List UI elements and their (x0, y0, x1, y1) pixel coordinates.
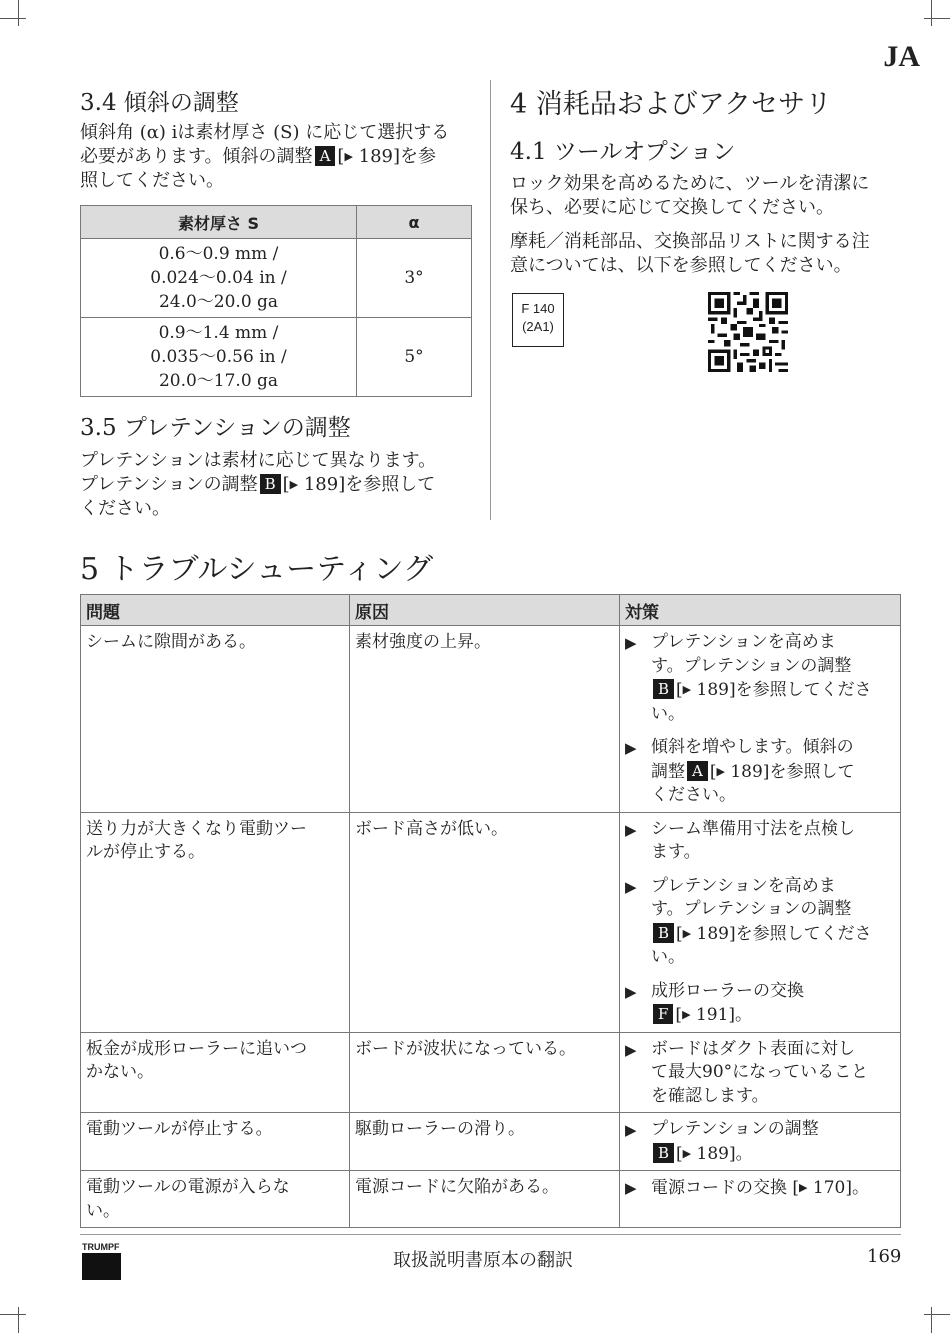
col-header-action: 対策 (620, 595, 901, 626)
action-text (651, 736, 854, 808)
text-line: プレテンションは素材に応じて異なります。 (80, 450, 437, 471)
ref-text: 189]を参照して (303, 474, 436, 495)
action-cell (620, 812, 901, 1032)
action-item (625, 1118, 895, 1166)
text-line: ます。 (651, 842, 701, 862)
ref-text: 189]を参照してくださ (696, 923, 872, 944)
crop-mark (0, 18, 26, 19)
arrow-right-icon: ▶ (344, 150, 353, 163)
section-4-1-heading: 4.1 ツールオプション (510, 139, 736, 165)
text-line: す。プレテンションの調整 (651, 899, 852, 919)
text-line: ボードはダクト表面に対し (651, 1038, 855, 1059)
section-3-4-heading: 3.4 傾斜の調整 (80, 90, 239, 116)
table-header-row (81, 206, 472, 239)
text-line (651, 1003, 804, 1028)
cell-line: 0.024～0.04 in / (150, 268, 287, 288)
ref-text: 170]。 (812, 1178, 870, 1198)
table-row (81, 626, 901, 813)
table-row (81, 318, 472, 397)
bullet-arrow-icon: ▶ (625, 634, 637, 652)
arrow-right-icon: ▶ (716, 764, 725, 778)
cell-line: 0.9～1.4 mm / (158, 323, 279, 343)
section-4-heading: 4 消耗品およびアクセサリ (510, 89, 832, 120)
ref-text: 189]を参照して (730, 761, 855, 782)
col-header-problem: 問題 (81, 595, 350, 626)
action-cell (620, 1113, 901, 1171)
crop-mark (924, 18, 950, 19)
bullet-arrow-icon: ▶ (625, 982, 637, 1001)
action-cell (620, 1032, 901, 1113)
bullet-arrow-icon: ▶ (625, 820, 637, 839)
text-line (651, 760, 854, 785)
text-fragment: 必要があります。傾斜の調整 (80, 146, 313, 167)
section-3-5-heading: 3.5 プレテンションの調整 (80, 415, 351, 441)
cross-ref-link[interactable]: [▶ 189]を参照して (282, 474, 436, 495)
action-item (625, 980, 895, 1028)
text-line: ください。 (80, 498, 170, 519)
col-header-thickness: 素材厚さ S (81, 206, 357, 239)
action-item (625, 631, 895, 726)
cell-line: 24.0～20.0 ga (158, 292, 279, 312)
action-cell (620, 626, 901, 813)
crop-mark (18, 0, 19, 26)
cause-cell: 電源コードに欠陥がある。 (350, 1171, 620, 1228)
cross-ref-link[interactable]: [▶ 189]。 (676, 1143, 753, 1164)
crop-mark (18, 1307, 19, 1333)
part-number: F 140 (521, 301, 555, 316)
action-text (651, 980, 804, 1028)
text-line: い。 (651, 703, 685, 724)
text-line: て最大90°になっていること (651, 1062, 869, 1082)
text-line (651, 678, 872, 703)
cause-cell: ボード高さが低い。 (350, 812, 620, 1032)
text-line: 電動ツールの電源が入らな (86, 1177, 290, 1197)
text-line: かない。 (86, 1062, 154, 1082)
page-number: 169 (867, 1246, 902, 1267)
figure-badge-b: B (653, 1143, 674, 1163)
figure-badge-a: A (687, 761, 708, 781)
action-item (625, 736, 895, 808)
text-line: ルが停止する。 (86, 842, 205, 862)
bullet-arrow-icon: ▶ (625, 877, 637, 896)
crop-mark (931, 1307, 932, 1333)
text-line (651, 1142, 819, 1167)
thickness-cell (81, 318, 357, 397)
table-row (81, 1171, 901, 1228)
text-line: 傾斜を増やします。傾斜の (651, 737, 854, 757)
action-text (651, 875, 872, 970)
crop-mark (931, 0, 932, 26)
text-line: 照してください。 (80, 170, 224, 191)
text-line (651, 922, 872, 947)
part-reference-box (512, 293, 564, 347)
text-line (80, 473, 436, 497)
ref-text: 189]を参照してくださ (696, 680, 872, 700)
text-line: い。 (86, 1200, 120, 1221)
brand-logo-icon (82, 1253, 121, 1280)
cross-ref-link[interactable]: [▶ 191]。 (675, 1005, 753, 1025)
text-line: 成形ローラーの交換 (651, 980, 804, 1001)
cross-ref-link[interactable] (799, 1178, 869, 1198)
column-divider (490, 80, 491, 520)
thickness-angle-table (80, 205, 472, 397)
action-item (625, 1038, 895, 1109)
text-line (651, 1176, 869, 1201)
section-4-1-note (510, 230, 870, 278)
footer-divider (80, 1234, 901, 1235)
table-row (81, 812, 901, 1032)
ref-text: 189]。 (696, 1143, 753, 1164)
language-code: JA (883, 40, 920, 73)
arrow-right-icon: ▶ (682, 1146, 692, 1160)
part-code: (2A1) (522, 319, 554, 334)
text-line: 保ち、必要に応じて交換してください。 (510, 197, 834, 218)
crop-mark (924, 1314, 950, 1315)
arrow-right-icon: ▶ (682, 683, 692, 696)
brand-logo-text: TRUMPF (82, 1242, 120, 1252)
table-header-row (81, 595, 901, 626)
figure-badge-b: B (260, 474, 281, 494)
text-line: を確認します。 (651, 1085, 769, 1106)
figure-badge-f: F (653, 1004, 673, 1024)
thickness-cell (81, 239, 357, 318)
cross-ref-link[interactable]: [▶ 189]を参 (337, 146, 437, 167)
text-line: い。 (651, 947, 685, 967)
cause-cell: 素材強度の上昇。 (350, 626, 620, 813)
figure-badge-b: B (653, 923, 674, 943)
section-4-1-text (510, 172, 869, 220)
text-line: シーム準備用寸法を点検し (651, 818, 855, 839)
text-fragment: プレテンションの調整 (80, 474, 258, 495)
action-text (651, 631, 872, 726)
cell-line: 0.035～0.56 in / (150, 347, 287, 367)
col-header-cause: 原因 (350, 595, 620, 626)
table-row (81, 1113, 901, 1171)
alpha-cell: 3° (357, 239, 472, 318)
action-text (651, 1038, 868, 1109)
action-text (651, 818, 855, 865)
table-row (81, 1032, 901, 1113)
text-fragment: 調整 (651, 761, 685, 782)
text-line: 板金が成形ローラーに追いつ (86, 1038, 307, 1059)
arrow-right-icon: ▶ (682, 926, 692, 940)
action-item (625, 818, 895, 865)
cell-line: 0.6～0.9 mm / (158, 244, 279, 264)
arrow-right-icon: ▶ (289, 478, 299, 491)
bullet-arrow-icon: ▶ (625, 1179, 637, 1197)
text-line: プレテンションを高めま (651, 875, 836, 896)
section-5-heading: 5 トラブルシューティング (80, 552, 434, 587)
crop-mark (0, 1314, 26, 1315)
figure-badge-b: B (653, 679, 674, 699)
text-line: 意については、以下を参照してください。 (510, 255, 852, 276)
alpha-cell: 5° (357, 318, 472, 397)
cross-ref-link[interactable]: [▶ 189]を参照して (709, 761, 855, 782)
bullet-arrow-icon: ▶ (625, 1040, 637, 1059)
problem-cell (81, 1171, 350, 1228)
action-cell (620, 1171, 901, 1228)
cross-ref-link[interactable]: [▶ 189]を参照してくださ (676, 680, 872, 700)
cause-cell: 駆動ローラーの滑り。 (350, 1113, 620, 1171)
section-3-4-text (80, 121, 449, 193)
text-line: ください。 (651, 785, 736, 805)
bullet-arrow-icon: ▶ (625, 739, 637, 757)
bullet-arrow-icon: ▶ (625, 1121, 637, 1139)
text-line (80, 145, 449, 169)
section-3-5-text (80, 449, 436, 521)
action-text (651, 1118, 819, 1166)
action-item (625, 875, 895, 970)
text-fragment: 電源コードの交換 [ (651, 1178, 800, 1198)
troubleshooting-table (80, 594, 901, 1228)
text-line: プレテンションの調整 (651, 1119, 819, 1139)
arrow-right-icon: ▶ (682, 1008, 691, 1021)
cross-ref-link[interactable]: [▶ 189]を参照してくださ (676, 923, 872, 944)
text-line: 摩耗／消耗部品、交換部品リストに関する注 (510, 231, 870, 252)
qr-code-icon[interactable] (708, 292, 788, 372)
text-line: ロック効果を高めるために、ツールを清潔に (510, 173, 870, 194)
cause-cell: ボードが波状になっている。 (350, 1032, 620, 1113)
text-line: 送り力が大きくなり電動ツー (86, 818, 307, 839)
action-text (651, 1176, 869, 1201)
problem-cell (81, 1032, 350, 1113)
table-row (81, 239, 472, 318)
action-item (625, 1176, 895, 1201)
ref-text: 191]。 (695, 1005, 753, 1025)
cell-line: 20.0～17.0 ga (158, 371, 279, 391)
figure-badge-a: A (315, 146, 336, 166)
text-line: す。プレテンションの調整 (651, 655, 852, 676)
problem-cell (81, 812, 350, 1032)
arrow-right-icon: ▶ (799, 1181, 808, 1194)
ref-text: 189]を参 (358, 146, 437, 167)
col-header-alpha: α (357, 206, 472, 239)
problem-cell: 電動ツールが停止する。 (81, 1113, 350, 1171)
problem-cell: シームに隙間がある。 (81, 626, 350, 813)
footer-title: 取扱説明書原本の翻訳 (393, 1250, 573, 1271)
text-line: 傾斜角 (α) iは素材厚さ (S) に応じて選択する (80, 122, 450, 143)
text-line: プレテンションを高めま (651, 632, 836, 652)
